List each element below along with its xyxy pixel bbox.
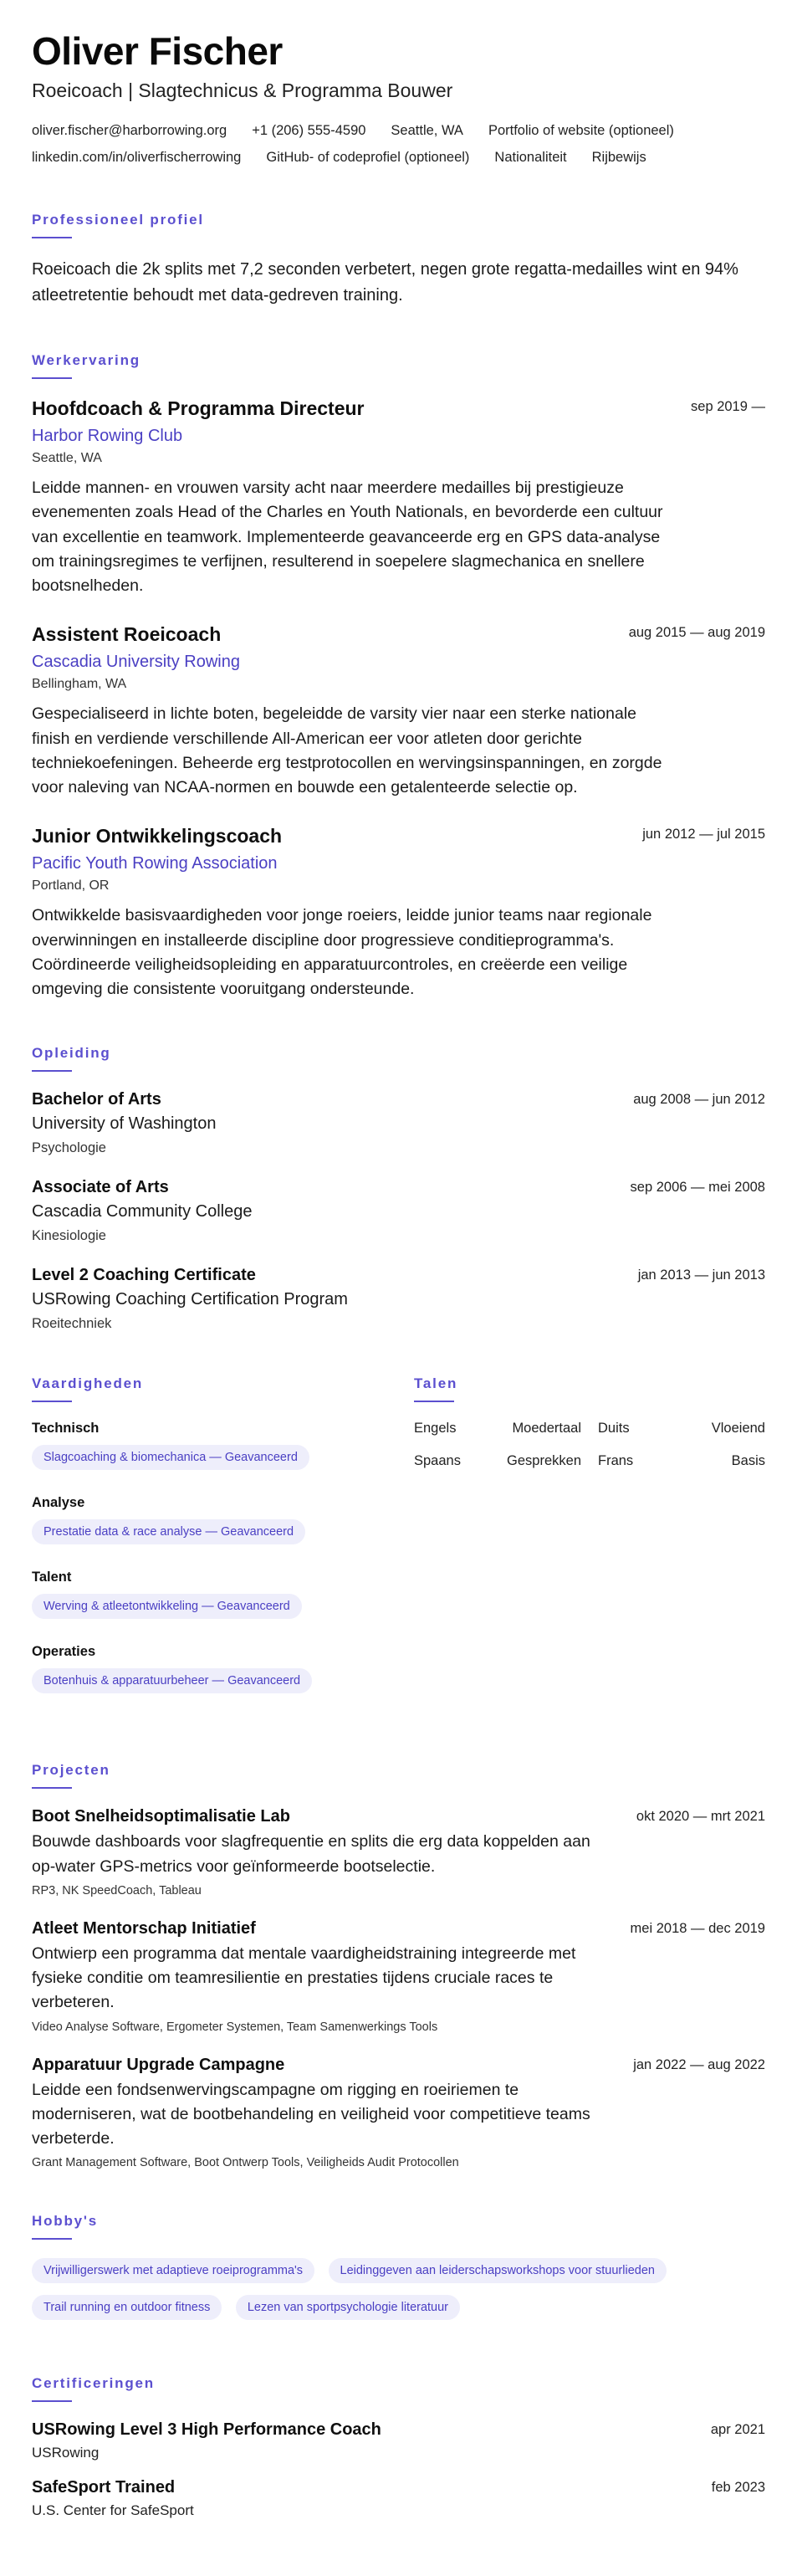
job-location: Seattle, WA	[32, 451, 102, 466]
contact-location: Seattle, WA	[391, 122, 463, 138]
education-degree: Associate of Arts	[32, 1178, 169, 1197]
skill-group	[32, 1421, 400, 1477]
section-underline	[32, 237, 72, 238]
skill-category: Talent	[32, 1570, 72, 1585]
language-level: Gesprekken	[507, 1453, 581, 1469]
skill-pill: Slagcoaching & biomechanica — Geavanceerd	[32, 1445, 309, 1470]
certification-entry	[32, 2478, 765, 2519]
certification-title: USRowing Level 3 High Performance Coach	[32, 2420, 381, 2440]
section-title-experience: Werkervaring	[32, 352, 140, 369]
resume-header	[32, 30, 765, 168]
project-title: Boot Snelheidsoptimalisatie Lab	[32, 1807, 290, 1826]
candidate-subtitle: Roeicoach | Slagtechnicus & Programma Bouwer	[32, 79, 453, 101]
language-item	[414, 1453, 581, 1469]
skill-group	[32, 1495, 400, 1551]
project-date: okt 2020 — mrt 2021	[636, 1809, 765, 1825]
section-underline	[414, 1401, 454, 1402]
section-underline	[32, 377, 72, 379]
project-entry	[32, 1807, 765, 1897]
certifications-section	[32, 2375, 765, 2519]
skill-group	[32, 1644, 400, 1700]
project-date: mei 2018 — dec 2019	[630, 1920, 765, 1936]
languages-column	[414, 1375, 765, 1718]
job-company: Harbor Rowing Club	[32, 427, 183, 446]
project-tools: Video Analyse Software, Ergometer Systemen, Team Samenwerkings Tools	[32, 2020, 438, 2034]
contact-linkedin[interactable]: linkedin.com/in/oliverfischerrowing	[32, 150, 242, 166]
section-underline	[32, 1070, 72, 1072]
section-title-languages: Talen	[414, 1375, 458, 1392]
profile-section	[32, 212, 765, 309]
hobby-pill: Lezen van sportpsychologie literatuur	[236, 2295, 460, 2320]
skill-pill: Werving & atleetontwikkeling — Geavanceerd	[32, 1594, 302, 1619]
certification-date: feb 2023	[711, 2480, 765, 2496]
education-entry	[32, 1266, 765, 1332]
contact-list	[32, 120, 765, 169]
education-date: jan 2013 — jun 2013	[637, 1268, 765, 1283]
education-degree: Level 2 Coaching Certificate	[32, 1266, 256, 1285]
project-entry	[32, 1919, 765, 2034]
job-company: Cascadia University Rowing	[32, 653, 240, 672]
job-entry	[32, 825, 765, 1001]
certification-issuer: U.S. Center for SafeSport	[32, 2502, 194, 2519]
job-date: sep 2019 —	[691, 399, 765, 415]
job-location: Bellingham, WA	[32, 677, 127, 692]
skill-group	[32, 1570, 400, 1626]
certification-entry	[32, 2420, 765, 2461]
education-date: sep 2006 — mei 2008	[630, 1180, 765, 1196]
section-title-education: Opleiding	[32, 1045, 111, 1062]
language-level: Vloeiend	[711, 1421, 765, 1437]
hobby-pill: Vrijwilligerswerk met adaptieve roeiprogramma's	[32, 2258, 314, 2283]
skill-pill: Botenhuis & apparatuurbeheer — Geavanceerd	[32, 1668, 312, 1693]
experience-section	[32, 352, 765, 1001]
hobby-pill: Trail running en outdoor fitness	[32, 2295, 222, 2320]
language-name: Spaans	[414, 1453, 461, 1469]
project-tools: RP3, NK SpeedCoach, Tableau	[32, 1883, 202, 1897]
job-description: Gespecialiseerd in lichte boten, begeleidde de varsity vier naar een sterke nationale finish en verdiende verschillende All-American eer voor atleten door gerichte techniekoefeningen. Beheerde erg testprotocollen en wervingsinspanningen, en zorgde voor naleving van NCAA-normen en bouwde een getalenteerde selectie op.	[32, 704, 662, 797]
section-underline	[32, 2400, 72, 2402]
job-entry	[32, 397, 765, 598]
hobby-pill: Leidinggeven aan leiderschapsworkshops voor stuurlieden	[329, 2258, 667, 2283]
contact-portfolio[interactable]: Portfolio of website (optioneel)	[488, 122, 674, 138]
contact-github[interactable]: GitHub- of codeprofiel (optioneel)	[266, 150, 470, 166]
job-company: Pacific Youth Rowing Association	[32, 854, 278, 873]
job-date: jun 2012 — jul 2015	[642, 827, 765, 842]
contact-drivers-license: Rijbewijs	[591, 150, 646, 166]
education-date: aug 2008 — jun 2012	[633, 1092, 765, 1108]
language-name: Engels	[414, 1421, 457, 1437]
section-title-projects: Projecten	[32, 1762, 110, 1779]
skill-pill: Prestatie data & race analyse — Geavanceerd	[32, 1519, 305, 1544]
profile-text: Roeicoach die 2k splits met 7,2 seconden verbetert, negen grote regatta-medailles wint en 94% atleetretentie behoudt met data-gedreven training.	[32, 260, 738, 305]
project-description: Leidde een fondsenwervingscampagne om rigging en roeiriemen te moderniseren, wat de bootbehandeling en veiligheid voor competitieve teams verbeterde.	[32, 2080, 590, 2148]
job-entry	[32, 623, 765, 800]
section-underline	[32, 2238, 72, 2240]
contact-email[interactable]: oliver.fischer@harborrowing.org	[32, 122, 227, 138]
project-description: Ontwierp een programma dat mentale vaardigheidstraining integreerde met fysieke conditie om teamresilientie en prestaties tijdens cruciale races te verbeteren.	[32, 1944, 576, 2012]
project-title: Atleet Mentorschap Initiatief	[32, 1918, 256, 1938]
job-location: Portland, OR	[32, 878, 110, 894]
skill-category: Analyse	[32, 1495, 85, 1511]
section-title-skills: Vaardigheden	[32, 1375, 144, 1392]
education-section	[32, 1045, 765, 1332]
language-item	[598, 1421, 765, 1437]
job-description: Ontwikkelde basisvaardigheden voor jonge roeiers, leidde junior teams naar regionale overwinningen en installeerde discipline door progressieve conditieprogramma's. Coördineerde veiligheidsopleiding en apparatuurcontroles, en creëerde een veilige omgeving die consistente vooruitgang ondersteunde.	[32, 906, 652, 999]
skill-category: Operaties	[32, 1644, 96, 1660]
project-title: Apparatuur Upgrade Campagne	[32, 2055, 285, 2074]
section-title-certifications: Certificeringen	[32, 2375, 155, 2392]
projects-section	[32, 1762, 765, 2169]
education-entry	[32, 1090, 765, 1156]
project-date: jan 2022 — aug 2022	[633, 2056, 765, 2072]
section-underline	[32, 1401, 72, 1402]
candidate-name: Oliver Fischer	[32, 29, 283, 73]
skills-column	[32, 1375, 400, 1718]
language-item	[414, 1421, 581, 1437]
hobbies-section	[32, 2213, 765, 2332]
language-item	[598, 1453, 765, 1469]
language-level: Moedertaal	[512, 1421, 581, 1437]
education-school: Cascadia Community College	[32, 1202, 253, 1221]
certification-date: apr 2021	[710, 2422, 765, 2438]
project-entry	[32, 2056, 765, 2170]
certification-title: SafeSport Trained	[32, 2478, 176, 2497]
project-description: Bouwde dashboards voor slagfrequentie en splits die erg data koppelden aan op-water GPS-metrics voor geïnformeerde bootselectie.	[32, 1832, 590, 1876]
education-school: University of Washington	[32, 1114, 217, 1134]
language-row	[414, 1453, 765, 1469]
education-field: Roeitechniek	[32, 1316, 112, 1332]
contact-phone[interactable]: +1 (206) 555-4590	[252, 122, 366, 138]
language-name: Duits	[598, 1421, 630, 1437]
section-title-hobbies: Hobby's	[32, 2213, 98, 2230]
language-row	[414, 1421, 765, 1437]
contact-nationality: Nationaliteit	[494, 150, 567, 166]
section-underline	[32, 1787, 72, 1789]
education-field: Psychologie	[32, 1140, 106, 1156]
job-date: aug 2015 — aug 2019	[628, 625, 765, 641]
skill-category: Technisch	[32, 1421, 100, 1437]
job-title: Assistent Roeicoach	[32, 623, 222, 646]
skills-languages-section	[32, 1375, 765, 1718]
section-title-profile: Professioneel profiel	[32, 212, 204, 228]
project-tools: Grant Management Software, Boot Ontwerp Tools, Veiligheids Audit Protocollen	[32, 2156, 459, 2170]
job-title: Hoofdcoach & Programma Directeur	[32, 397, 365, 420]
education-field: Kinesiologie	[32, 1228, 106, 1244]
job-title: Junior Ontwikkelingscoach	[32, 825, 283, 848]
job-description: Leidde mannen- en vrouwen varsity acht naar meerdere medailles bij prestigieuze evenementen zoals Head of the Charles en Youth Nationals, en bevorderde een cultuur van excellentie en teamwork. Implementeerde geavanceerde erg en GPS data-analyse om trainingsregimes te verfijnen, resulterend in soepelere slagmechanica en snellere bootsnelheden.	[32, 479, 663, 596]
certification-issuer: USRowing	[32, 2445, 100, 2461]
hobby-list	[32, 2258, 765, 2332]
language-name: Frans	[598, 1453, 634, 1469]
education-school: USRowing Coaching Certification Program	[32, 1290, 348, 1309]
language-level: Basis	[731, 1453, 765, 1469]
education-degree: Bachelor of Arts	[32, 1090, 161, 1109]
education-entry	[32, 1178, 765, 1244]
